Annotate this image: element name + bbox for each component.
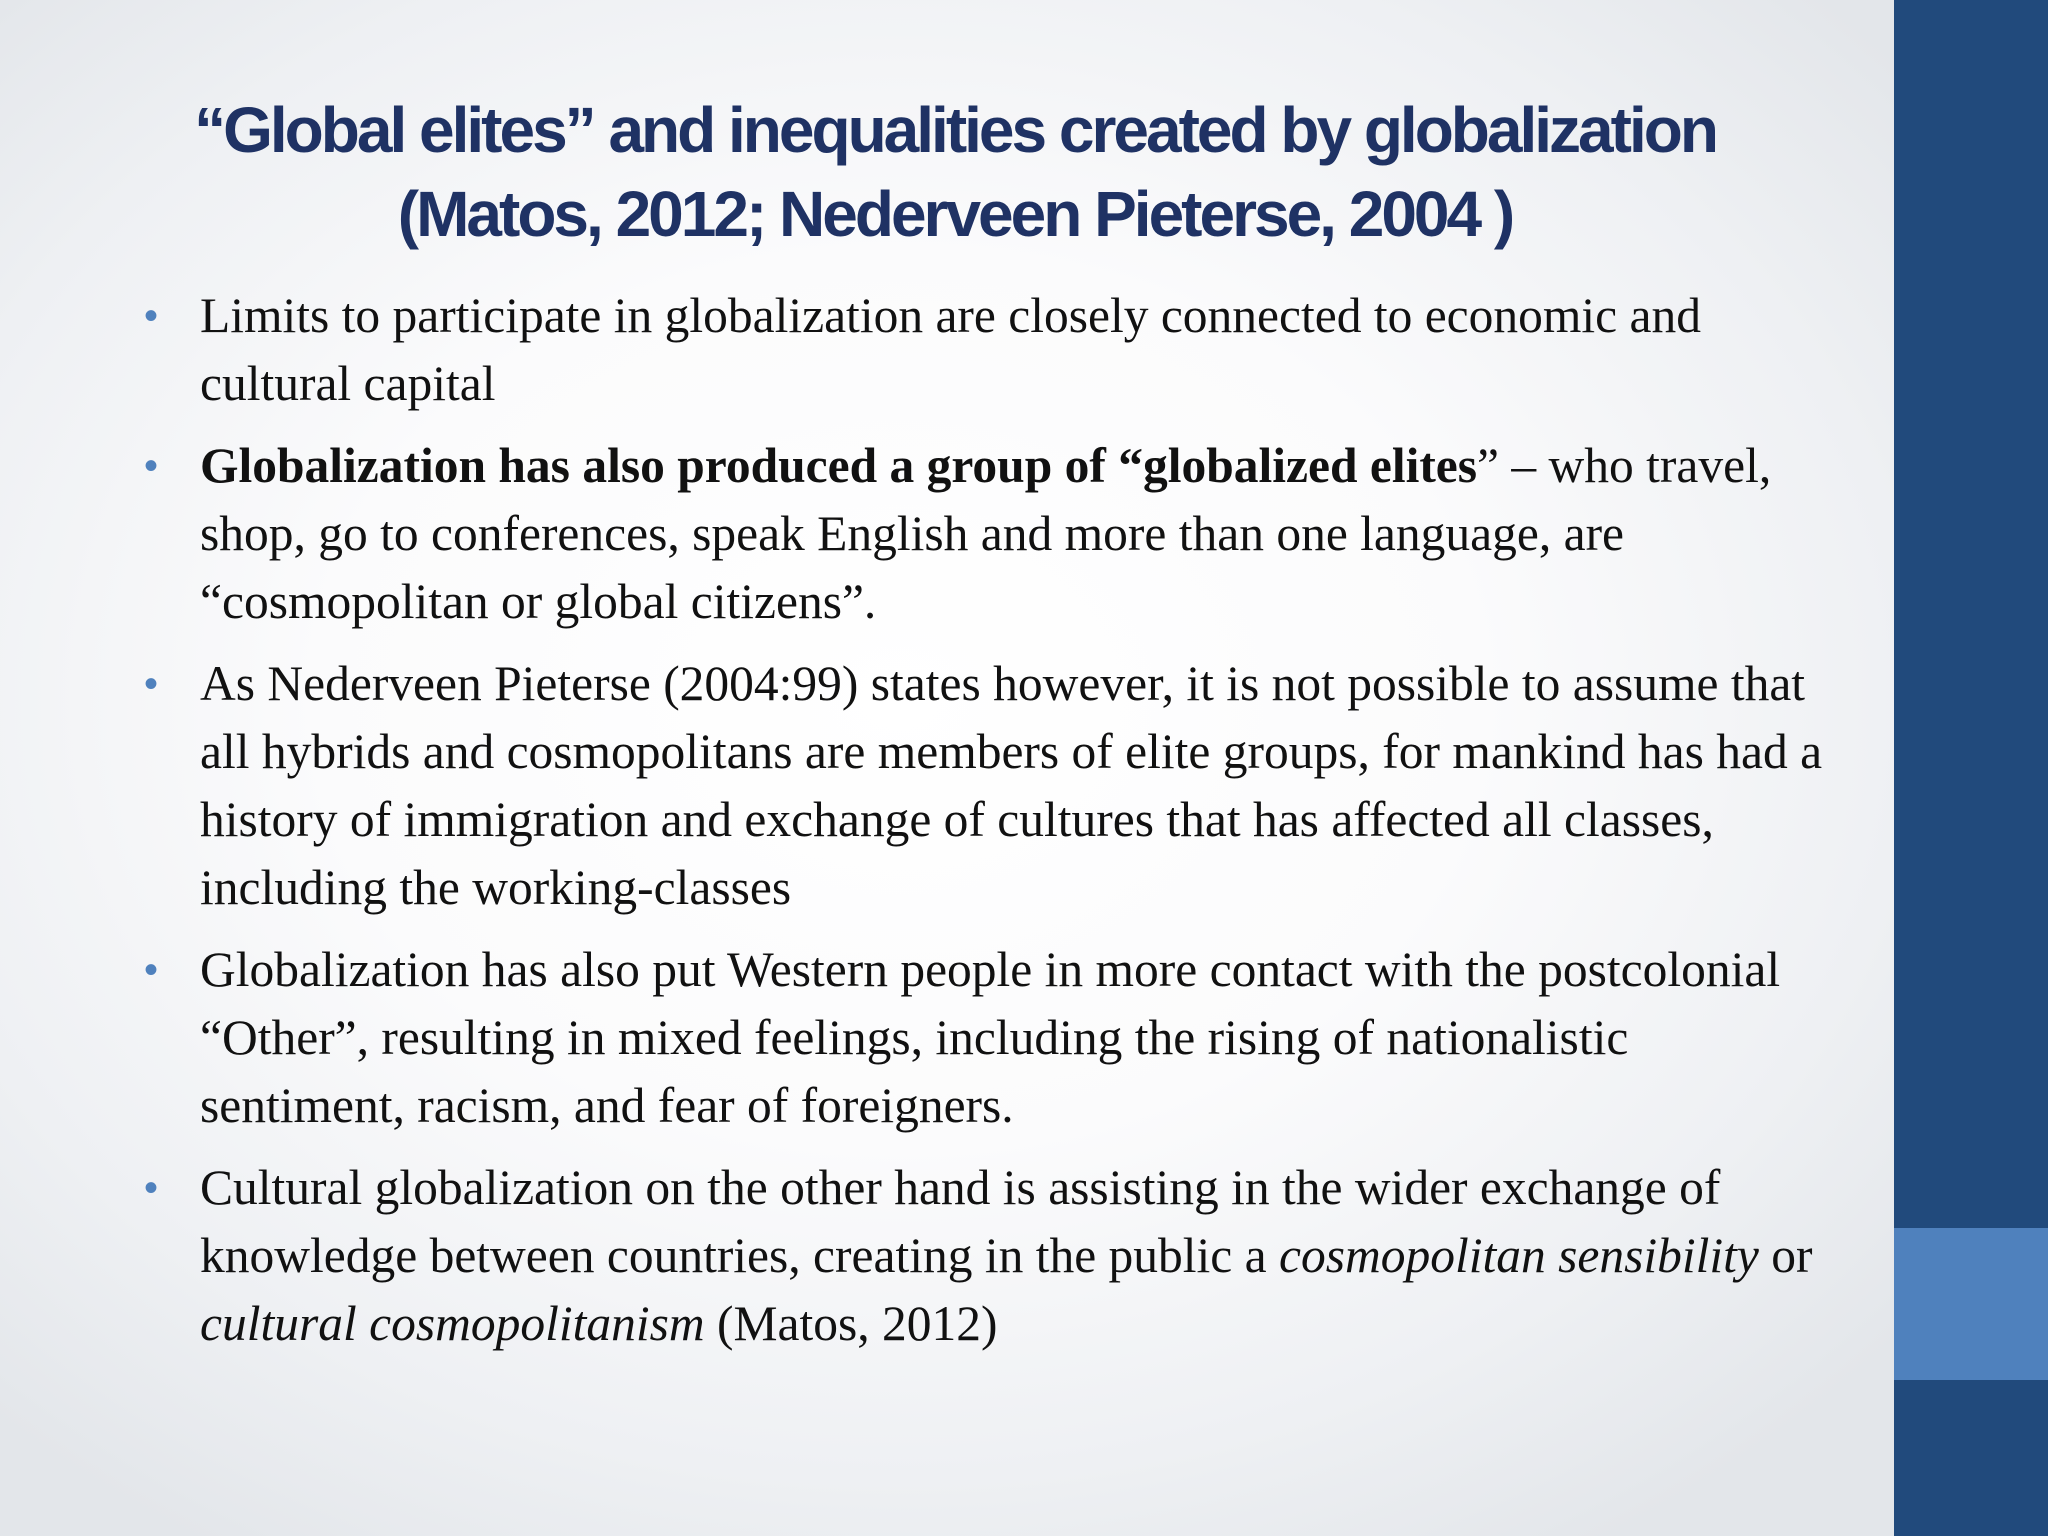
bullet-item-2: [144, 432, 1840, 636]
bullet-dot-icon: •: [144, 1166, 159, 1210]
bullet-dot-icon: •: [144, 948, 159, 992]
bullet-text: Cultural globalization on the other hand is assisting in the wider exchange of knowledge between countries, creating in the public a: [200, 1160, 1721, 1283]
bullet-text: ” – who travel, shop, go to conferences, speak English and more than one language, are “cosmopolitan or global citizens”.: [200, 438, 1772, 629]
bullet-italic-term: cosmopolitan sensibility: [1279, 1228, 1759, 1283]
title-line-2: (Matos, 2012; Nederveen Pieterse, 2004 ): [397, 178, 1513, 250]
bullet-dot-icon: •: [144, 294, 159, 338]
bullet-italic-term: cultural cosmopolitanism: [200, 1296, 705, 1351]
bullet-text: Globalization has also put Western people in more contact with the postcolonial “Other”, resulting in mixed feelings, including the rising of nationalistic sentiment, racism, and fear of foreigners.: [200, 942, 1781, 1133]
bullet-text: Limits to participate in globalization are closely connected to economic and cultural capital: [200, 288, 1701, 411]
bullet-item-5: [144, 1154, 1840, 1358]
bullet-bold-text: Globalization has also produced a group of “globalized elites: [200, 438, 1478, 493]
bullet-dot-icon: •: [144, 662, 159, 706]
bullet-dot-icon: •: [144, 444, 159, 488]
bullet-list: [144, 282, 1840, 1372]
title-line-1: “Global elites” and inequalities created by globalization: [194, 94, 1716, 166]
bullet-item-1: [144, 282, 1840, 418]
bullet-citation: (Matos, 2012): [704, 1296, 998, 1351]
bullet-item-4: [144, 936, 1840, 1140]
side-accent-block: [1894, 1228, 2048, 1380]
bullet-text-connector: or: [1758, 1228, 1813, 1283]
bullet-text: As Nederveen Pieterse (2004:99) states however, it is not possible to assume that all hybrids and cosmopolitans are members of elite groups, for mankind has had a history of immigration and exchange of cultures that has affected all classes, including the working-classes: [200, 656, 1823, 915]
bullet-item-3: [144, 650, 1840, 922]
slide-title: [60, 88, 1850, 256]
